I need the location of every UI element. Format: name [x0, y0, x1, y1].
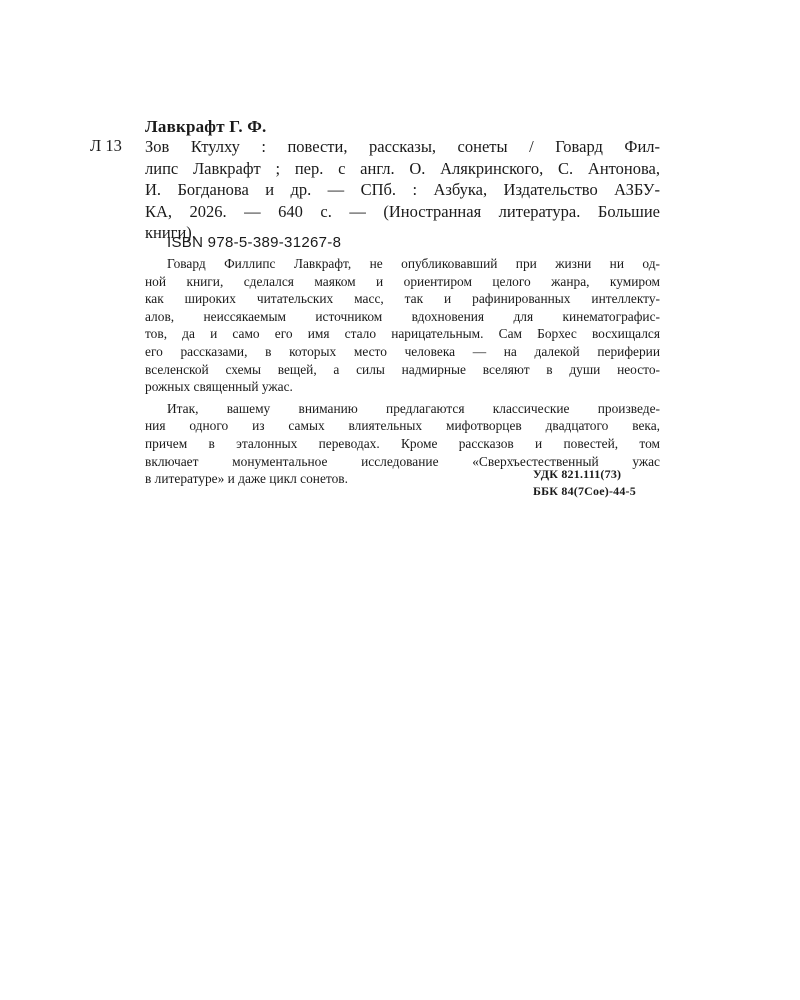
- annotation-line: ной книги, сделался маяком и ориентиром целого жанра, кумиром: [145, 273, 660, 289]
- annotation-line: тов, да и само его имя стало нарицательным. Сам Борхес восхищался: [145, 326, 660, 342]
- annotation-line: включает монументальное исследование «Сверхъестественный ужас: [145, 453, 660, 469]
- classification-indexes: [533, 466, 636, 500]
- bbk-index: ББК 84(7Сое)-44-5: [533, 484, 636, 498]
- description-line: КА, 2026. — 640 с. — (Иностранная литература. Большие: [145, 201, 660, 221]
- annotation-line: в литературе» и даже цикл сонетов.: [145, 471, 348, 487]
- isbn: ISBN 978-5-389-31267-8: [167, 234, 342, 251]
- description-line: книги).: [145, 223, 196, 242]
- annotation: [145, 255, 660, 488]
- annotation-line: вселенской схемы вещей, а силы надмирные вселяют в души неосто-: [145, 361, 660, 377]
- description-line: Зов Ктулху : повести, рассказы, сонеты / Говард Фил-: [145, 137, 660, 156]
- annotation-paragraph-1: [145, 255, 660, 396]
- bibliographic-description: [145, 136, 660, 244]
- udk-index: УДК 821.111(73): [533, 467, 622, 481]
- annotation-line: причем в эталонных переводах. Кроме рассказов и повестей, том: [145, 435, 660, 451]
- annotation-line: алов, неиссякаемым источником вдохновения для кинематографис-: [145, 308, 660, 324]
- description-line: липс Лавкрафт ; пер. с англ. О. Алякринского, С. Антонова,: [145, 158, 660, 178]
- annotation-line: рожных священный ужас.: [145, 379, 293, 395]
- description-line: И. Богданова и др. — СПб. : Азбука, Издательство АЗБУ-: [145, 180, 660, 199]
- author-heading: Лавкрафт Г. Ф.: [145, 117, 267, 136]
- annotation-line: Итак, вашему вниманию предлагаются классические произведе-: [167, 400, 660, 416]
- author-code: Л 13: [90, 136, 122, 155]
- annotation-line: Говард Филлипс Лавкрафт, не опубликовавший при жизни ни од-: [167, 256, 660, 271]
- annotation-line: как широких читательских масс, так и рафинированных интеллекту-: [145, 291, 660, 307]
- annotation-line: ния одного из самых влиятельных мифотворцев двадцатого века,: [145, 418, 660, 434]
- annotation-line: его рассказами, в которых место человека — на далекой периферии: [145, 343, 660, 359]
